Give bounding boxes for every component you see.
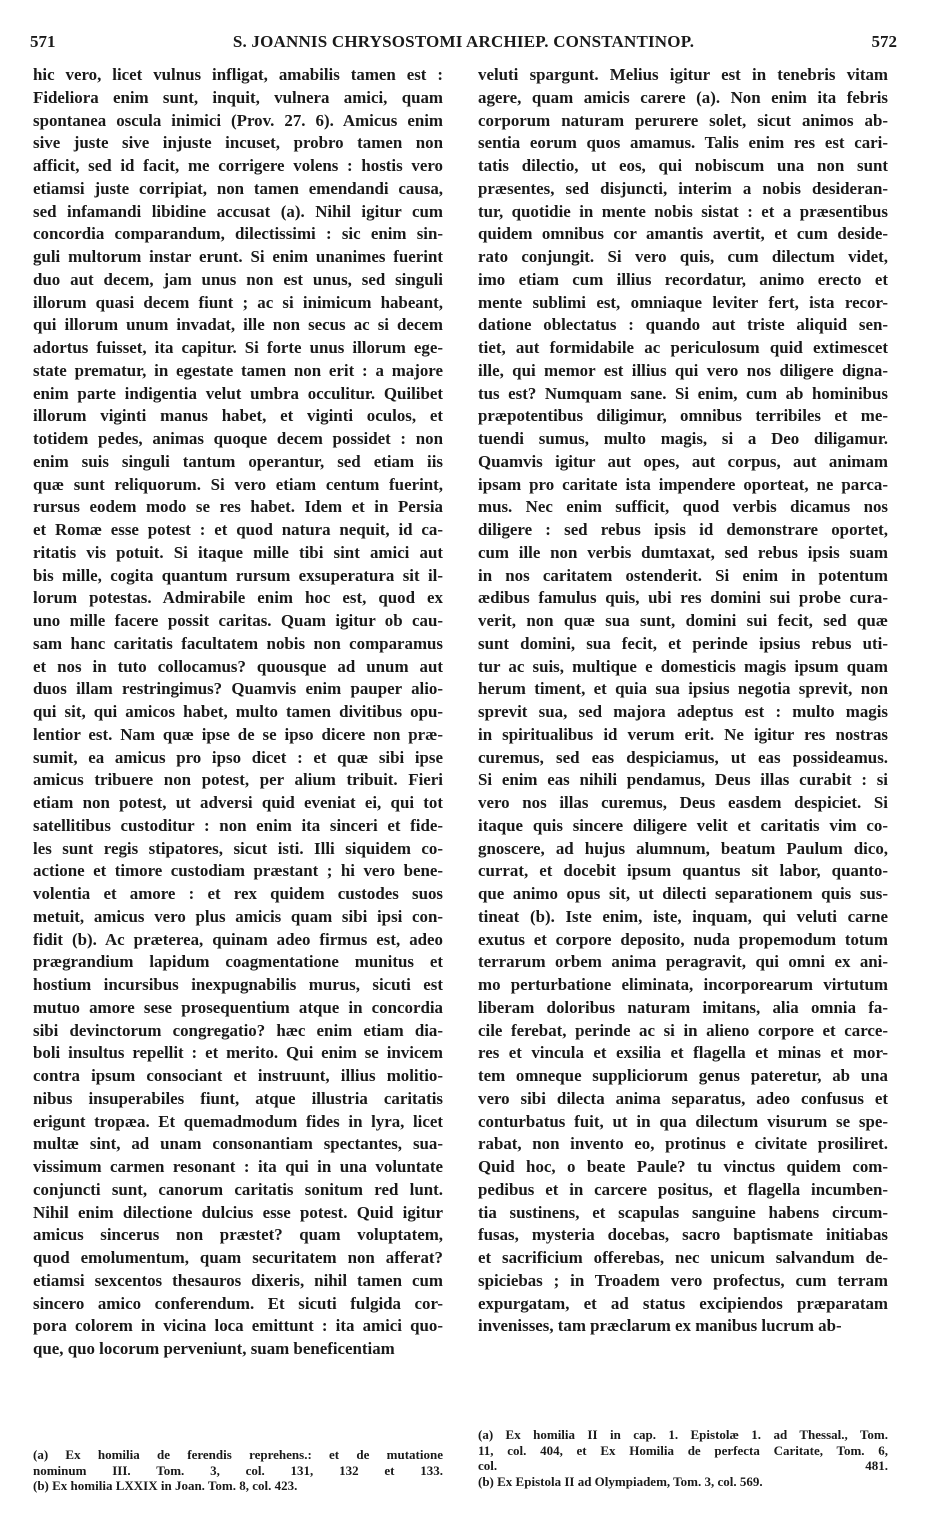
text-line: fidit (b). Ac præterea, quinam adeo firmus est, adeo — [33, 929, 443, 949]
text-line: agere, quam amicis carere (a). Non enim ita febris — [478, 87, 888, 107]
text-line: amicus sincerus non præstet? quam voluptatem, — [33, 1225, 443, 1245]
text-line: nibus insuperabiles fiunt, atque illustria caritatis — [33, 1088, 443, 1108]
text-line: præsentes, sed disjuncti, interim a nobis desideran- — [478, 178, 888, 198]
text-line: qui illorum unum invadat, ille non secus ac si decem — [33, 315, 443, 335]
text-line: corporum naturam perurere solet, sicut animos ab- — [478, 110, 888, 130]
text-line: rato conjungit. Si vero quis, cum dilectum videt, — [478, 247, 888, 266]
text-line: les sunt regis stipatores, sicut isti. Illi siquidem co- — [33, 838, 443, 858]
text-line: guli multorum instar erunt. Si enim unanimes fuerint — [33, 247, 443, 266]
text-line: duos illam restringimus? Quamvis enim pauper alio- — [33, 679, 443, 699]
right-text-column — [478, 64, 888, 1338]
text-line: adortus fuisset, ita capitur. Si forte unus illorum ege- — [33, 338, 443, 357]
text-line: quidem omnibus cor amantis avertit, et cum deside- — [478, 224, 888, 244]
text-line: conjuncti sunt, canorum caritatis sonitum red lunt. — [33, 1179, 443, 1199]
text-line: tem omneque suppliciorum genus pateretur, ab una — [478, 1066, 888, 1085]
text-line: diligere : sed rebus ipsis id demonstrare oportet, — [478, 520, 888, 539]
text-line: curemus, sed eas despiciamus, ut eas possideamus. — [478, 747, 888, 767]
text-line: etiamsi juste corripiat, non tamen emendandi causa, — [33, 178, 443, 198]
text-line: verit, non quæ sua sunt, domini sui fecit, sed quæ — [478, 611, 888, 630]
text-line: tatis dilectio, ut eos, qui nobiscum una non sunt — [478, 156, 888, 175]
text-line: herum timent, et quia sua ipsius negotia sprevit, non — [478, 679, 888, 699]
text-line: lentior est. Nam quæ ipse de se ipso dicere non præ- — [33, 724, 443, 744]
text-line: mo perturbatione eliminata, incorporearum virtutum — [478, 975, 888, 994]
text-line: Fideliora enim sunt, inquit, vulnera amici, quam — [33, 87, 443, 107]
text-line: quæ sunt reliquorum. Si vero etiam centum fuerint, — [33, 474, 443, 494]
text-line: liberam doloribus naturam imitans, alia omnia fa- — [478, 997, 888, 1017]
text-line: exutus et corpore deposito, nuda propemodum totum — [478, 929, 888, 949]
footnote-line: (a) Ex homilia de ferendis reprehens.: et de mutatione — [33, 1447, 443, 1462]
text-line: pora colorem in vicina loca emittunt : ita amici quo- — [33, 1316, 443, 1336]
text-line: vissimum carmen resonant : ita qui in una voluntate — [33, 1157, 443, 1176]
text-line: etiamsi sexcentos thesauros dixeris, nihil tamen cum — [33, 1270, 443, 1290]
text-line: gnoscere, ad hujus alumnum, beatum Paulum dico, — [478, 838, 888, 858]
text-line: qui sit, qui amicos habet, multo tamen divitibus opu- — [33, 702, 443, 721]
text-line: que animo opus sit, ut dilecti separationem quis sus- — [478, 884, 888, 903]
text-line: quod emolumentum, quam securitatem non afferat? — [33, 1248, 443, 1267]
text-line: sincero amico conferendum. Et sicuti fulgida cor- — [33, 1293, 443, 1313]
text-line: prægrandium lapidum coagmentatione munitus et — [33, 952, 443, 972]
text-line: tuendi sumus, multo magis, si a Deo diligamur. — [478, 429, 888, 448]
footnote-line: nominum III. Tom. 3, col. 131, 132 et 133. — [33, 1462, 443, 1478]
text-line: currat, et docebit ipsum quantus sit labor, quanto- — [478, 861, 888, 881]
text-line: uno mille facere possit caritas. Quam igitur ob cau- — [33, 611, 443, 630]
text-line: spiciebas ; in Troadem vero profectus, cum terram — [478, 1270, 888, 1290]
text-line: invenisses, tam præclarum ex manibus lucrum ab- — [478, 1316, 842, 1336]
text-line: sam hanc caritatis facultatem nobis non comparamus — [33, 633, 443, 653]
text-line: terrarum orbem anima peragravit, qui omni ex ani- — [478, 952, 888, 972]
text-line: totidem pedes, animas quoque decem possidet : non — [33, 429, 443, 448]
text-line: Nihil enim dilectione dulcius esse potest. Quid igitur — [33, 1202, 443, 1222]
text-line: veluti spargunt. Melius igitur est in tenebris vitam — [478, 65, 888, 84]
text-line: sentia eorum quos amamus. Talis enim res est cari- — [478, 133, 888, 153]
text-line: state prematur, in egestate tamen non erit : a majore — [33, 360, 443, 380]
text-line: actione et timore custodiam præstant ; hi vero bene- — [33, 861, 443, 881]
text-line: conturbatus fuit, ut in qua dilectum visurum se spe- — [478, 1111, 888, 1131]
text-line: metuit, amicus vero plus amicis quam sibi ipsi con- — [33, 906, 443, 926]
text-line: etiam non potest, ut adversi quid eveniat ei, qui tot — [33, 793, 443, 812]
text-line: in spiritualibus id verum erit. Ne igitur res nostras — [478, 724, 888, 744]
text-line: cile ferebat, perinde ac si in alieno corpore et carce- — [478, 1020, 888, 1040]
text-line: satellitibus custoditur : non enim ita sinceri et fide- — [33, 815, 443, 835]
text-line: amicus tribuere non potest, per alium tribuit. Fieri — [33, 770, 443, 790]
text-line: sibi devinctorum congregatio? hæc enim etiam dia- — [33, 1020, 443, 1040]
text-line: sive juste sive injuste incuset, probro tamen non — [33, 133, 443, 153]
text-line: duo aut decem, jam unus non est unus, sed singuli — [33, 269, 443, 289]
footnotes-left — [33, 1447, 443, 1494]
text-line: sumit, ea amicus pro ipso dicet : et quæ sibi ipse — [33, 747, 443, 767]
text-line: mutuo amore sese prosequentium atque in concordia — [33, 997, 443, 1017]
footnote-line: (b) Ex Epistola II ad Olympiadem, Tom. 3, col. 569. — [478, 1473, 763, 1489]
text-line: tineat (b). Iste enim, iste, inquam, qui veluti carne — [478, 906, 888, 926]
text-line: boli insultus repellit : et merito. Qui enim se invicem — [33, 1043, 443, 1063]
text-line: multæ sint, ad unam consonantiam spectantes, sua- — [33, 1134, 443, 1154]
text-line: ille, qui memor est illius qui vero nos diligere digna- — [478, 360, 888, 380]
text-line: bis mille, cogita quantum rursum exsuperatura sit il- — [33, 565, 443, 585]
text-line: cum ille non verbis dumtaxat, sed rebus ipsis suam — [478, 542, 888, 562]
text-line: enim suis singuli tantum operantur, sed etiam iis — [33, 451, 443, 471]
text-line: mus. Nec enim sufficit, quod verbis dicamus nos — [478, 497, 888, 517]
text-line: datione oblectatus : quando aut triste aliquid sen- — [478, 315, 888, 335]
text-line: itaque quis sincere diligere velit et caritatis vim co- — [478, 815, 888, 835]
text-line: in nos caritatem ostenderit. Si enim in potentum — [478, 565, 888, 585]
text-line: illorum quasi decem fiunt ; ac si inimicum habeant, — [33, 292, 443, 312]
text-line: et sacrificium offerebas, nec unicum salvandum de- — [478, 1248, 888, 1267]
text-line: mente sublimi est, omniaque leviter fert, ista recor- — [478, 292, 888, 312]
text-line: imo etiam cum illius recordatur, animo erecto et — [478, 269, 888, 289]
text-line: illorum viginti manus habet, et viginti oculos, et — [33, 406, 443, 426]
text-line: spontanea oscula inimici (Prov. 27. 6). Amicus enim — [33, 110, 443, 130]
running-header — [30, 32, 897, 58]
footnotes-right — [478, 1427, 888, 1489]
text-line: Si enim eas nihili pendamus, Deus illas curabit : si — [478, 770, 888, 790]
running-title: S. JOANNIS CHRYSOSTOMI ARCHIEP. CONSTANTINOP. — [232, 32, 695, 51]
text-line: ipsam pro caritate ista impendere oporteat, ne parca- — [478, 474, 888, 494]
text-line: ædibus famulus quis, ubi res domini sui probe cura- — [478, 588, 888, 608]
text-line: tur ac suis, multique e domesticis magis ipsum quam — [478, 656, 888, 676]
text-line: lorum potestas. Admirabile enim hoc est, quod ex — [33, 588, 443, 608]
footnote-line: (b) Ex homilia LXXIX in Joan. Tom. 8, col. 423. — [33, 1478, 298, 1493]
text-line: expurgatam, et ad status excipiendos præparatam — [478, 1293, 888, 1313]
text-line: rabat, non invento eo, protinus e civitate prosiliret. — [478, 1134, 888, 1154]
text-line: ritatis vis potuit. Si itaque mille tibi sint amici aut — [33, 542, 443, 562]
text-line: que, quo locorum perveniunt, suam beneficentiam — [33, 1339, 395, 1358]
text-line: præpotentibus diligimur, omnibus terribiles et me- — [478, 406, 888, 426]
text-line: vero nos illas curemus, Deus easdem despiciet. Si — [478, 793, 888, 812]
text-line: tur, quotidie in mente nobis sistat : et a præsentibus — [478, 201, 888, 221]
text-line: sprevit sua, sed majora adeptus est : multo magis — [478, 702, 888, 721]
text-line: enim parte indigentia velut umbra occulitur. Quilibet — [33, 383, 443, 403]
text-line: sed infamandi libidine accusat (a). Nihil igitur cum — [33, 201, 443, 221]
text-line: hostium incursibus inexpugnabilis murus, sicuti est — [33, 975, 443, 994]
text-line: tia sustinens, et scapulas sanguine habens circum- — [478, 1202, 888, 1222]
text-line: et Romæ esse potest : et quod natura nequit, id ca- — [33, 520, 443, 539]
text-line: tus est? Numquam sane. Si enim, cum ab hominibus — [478, 383, 888, 403]
text-line: concordia comparandum, dilectissimi : sic enim sin- — [33, 224, 443, 244]
footnote-line: (a) Ex homilia II in cap. 1. Epistolæ 1. ad Thessal., Tom. — [478, 1427, 888, 1442]
text-line: hic vero, licet vulnus infligat, amabilis tamen est : — [33, 65, 443, 84]
text-line: fusas, mysteria docebas, sacro baptismate initiabas — [478, 1225, 888, 1245]
text-line: tiet, aut formidabile ac periculosum quid extimescet — [478, 338, 888, 357]
text-line: vero sibi dilecta anima separatus, adeo confusus et — [478, 1088, 888, 1108]
text-line: sunt domini, sua fecit, et perinde ipsius rebus uti- — [478, 633, 888, 653]
text-line: et nos in tuto collocamus? quousque ad unum aut — [33, 656, 443, 676]
text-line: pedibus et in carcere positus, et flagella incumben- — [478, 1179, 888, 1199]
text-line: volentia et amore : et rex quidem custodes suos — [33, 884, 443, 903]
text-line: res et vincula et exsilia et flagella et minas et mor- — [478, 1043, 888, 1063]
page-number-left: 571 — [30, 32, 56, 51]
text-line: contra ipsum consociant et instruunt, illius molitio- — [33, 1066, 443, 1085]
text-line: rursus eodem modo se res habet. Idem et in Persia — [33, 497, 443, 517]
text-line: erigunt tropæa. Et quemadmodum fides in lyra, licet — [33, 1111, 443, 1131]
footnote-line: col. 481. — [478, 1458, 888, 1473]
text-line: Quid hoc, o beate Paule? tu vinctus quidem com- — [478, 1157, 888, 1176]
text-line: Quamvis igitur aut opes, aut corpus, aut animam — [478, 451, 888, 471]
left-text-column — [33, 64, 443, 1361]
text-line: afficit, sed id facit, me corrigere volens : hostis vero — [33, 156, 443, 175]
page-number-right: 572 — [871, 32, 897, 51]
footnote-line: 11, col. 404, et Ex Homilia de perfecta Caritate, Tom. 6, — [478, 1442, 888, 1458]
